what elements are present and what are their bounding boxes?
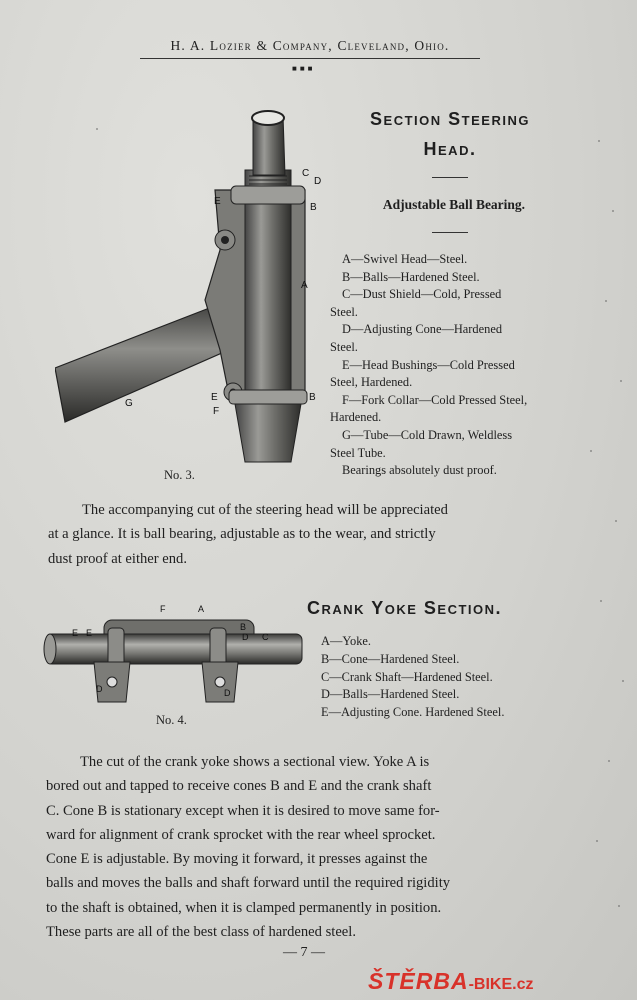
svg-text:E: E <box>86 628 93 638</box>
steering-title <box>340 104 560 164</box>
svg-text:E: E <box>211 392 218 403</box>
legend-item: E—Adjusting Cone. Hardened Steel. <box>321 705 505 720</box>
steering-head-illustration <box>55 100 330 465</box>
page-header: H. A. Lozier & Company, Cleveland, Ohio. <box>170 38 450 53</box>
header-rule <box>140 58 480 59</box>
legend-item: Hardened. <box>330 410 382 425</box>
paragraph-line: at a glance. It is ball bearing, adjustable as to the wear, and strictly <box>48 526 436 543</box>
crank-paragraph <box>46 750 576 944</box>
svg-text:A: A <box>198 604 205 614</box>
legend-item: A—Yoke. <box>321 634 372 648</box>
legend-item: C—Crank Shaft—Hardened Steel. <box>321 669 493 684</box>
svg-text:E: E <box>214 196 221 207</box>
crank-yoke-illustration <box>42 600 304 710</box>
paragraph-line: bored out and tapped to receive cones B and E and the crank shaft <box>46 778 432 795</box>
paragraph-line: The accompanying cut of the steering head will be appreciated <box>82 502 448 518</box>
site-watermark <box>368 968 636 998</box>
legend-item: D—Adjusting Cone—Hardened <box>342 322 503 337</box>
svg-text:F: F <box>213 406 220 417</box>
paragraph-line: C. Cone B is stationary except when it is desired to move same for- <box>46 802 440 819</box>
paragraph-line: The cut of the crank yoke shows a sectional view. Yoke A is <box>80 754 430 770</box>
crank-title: Crank Yoke Section. <box>307 598 503 618</box>
paragraph-line: These parts are all of the best class of hardened steel. <box>46 924 356 941</box>
legend-item: B—Cone—Hardened Steel. <box>321 651 460 666</box>
legend-item: G—Tube—Cold Drawn, Weldless <box>342 427 513 442</box>
watermark-main: ŠTĚRBA <box>368 968 469 994</box>
svg-text:A: A <box>301 280 308 291</box>
svg-text:B: B <box>310 202 317 213</box>
steering-title-line2: Head. <box>423 139 477 159</box>
legend-item: Steel Tube. <box>330 445 386 460</box>
legend-item: B—Balls—Hardened Steel. <box>342 269 480 284</box>
legend-item: Bearings absolutely dust proof. <box>342 463 497 478</box>
steering-subtitle: Adjustable Ball Bearing. <box>382 197 526 212</box>
paragraph-line: ward for alignment of crank sprocket with the rear wheel sprocket. <box>46 826 436 843</box>
header-ornament: ■■■ <box>292 64 316 73</box>
legend-item: D—Balls—Hardened Steel. <box>321 687 460 702</box>
steering-paragraph <box>48 498 573 571</box>
subtitle-rule <box>432 232 468 233</box>
svg-text:D: D <box>224 688 231 698</box>
svg-text:B: B <box>240 622 247 632</box>
watermark-sub: -BIKE.cz <box>468 976 534 993</box>
legend-item: E—Head Bushings—Cold Pressed <box>342 357 515 372</box>
title-rule <box>432 177 468 178</box>
paragraph-line: to the shaft is obtained, when it is clamped permanently in position. <box>46 899 442 916</box>
legend-item: C—Dust Shield—Cold, Pressed <box>342 287 502 302</box>
paragraph-line: Cone E is adjustable. By moving it forward, it presses against the <box>46 851 428 868</box>
figure-3-label: No. 3. <box>164 468 195 482</box>
svg-text:F: F <box>160 604 166 614</box>
legend-item: A—Swivel Head—Steel. <box>342 252 468 266</box>
steering-title-line1: Section Steering <box>370 109 530 129</box>
svg-text:G: G <box>125 398 133 409</box>
steering-legend <box>330 251 575 480</box>
svg-text:D: D <box>96 684 103 694</box>
legend-item: Steel. <box>330 304 358 319</box>
svg-text:E: E <box>72 628 79 638</box>
svg-text:C: C <box>302 168 310 179</box>
svg-text:D: D <box>242 632 249 642</box>
paragraph-line: dust proof at either end. <box>48 550 188 567</box>
legend-item: F—Fork Collar—Cold Pressed Steel, <box>342 392 528 407</box>
paragraph-line: balls and moves the balls and shaft forward until the required rigidity <box>46 875 451 892</box>
svg-text:B: B <box>309 392 316 403</box>
legend-item: Steel, Hardened. <box>330 375 413 390</box>
figure-4-label: No. 4. <box>156 713 187 727</box>
page-number: — 7 — <box>283 945 325 960</box>
crank-legend <box>321 633 581 722</box>
svg-text:C: C <box>262 632 269 642</box>
svg-text:D: D <box>314 176 322 187</box>
legend-item: Steel. <box>330 339 358 354</box>
